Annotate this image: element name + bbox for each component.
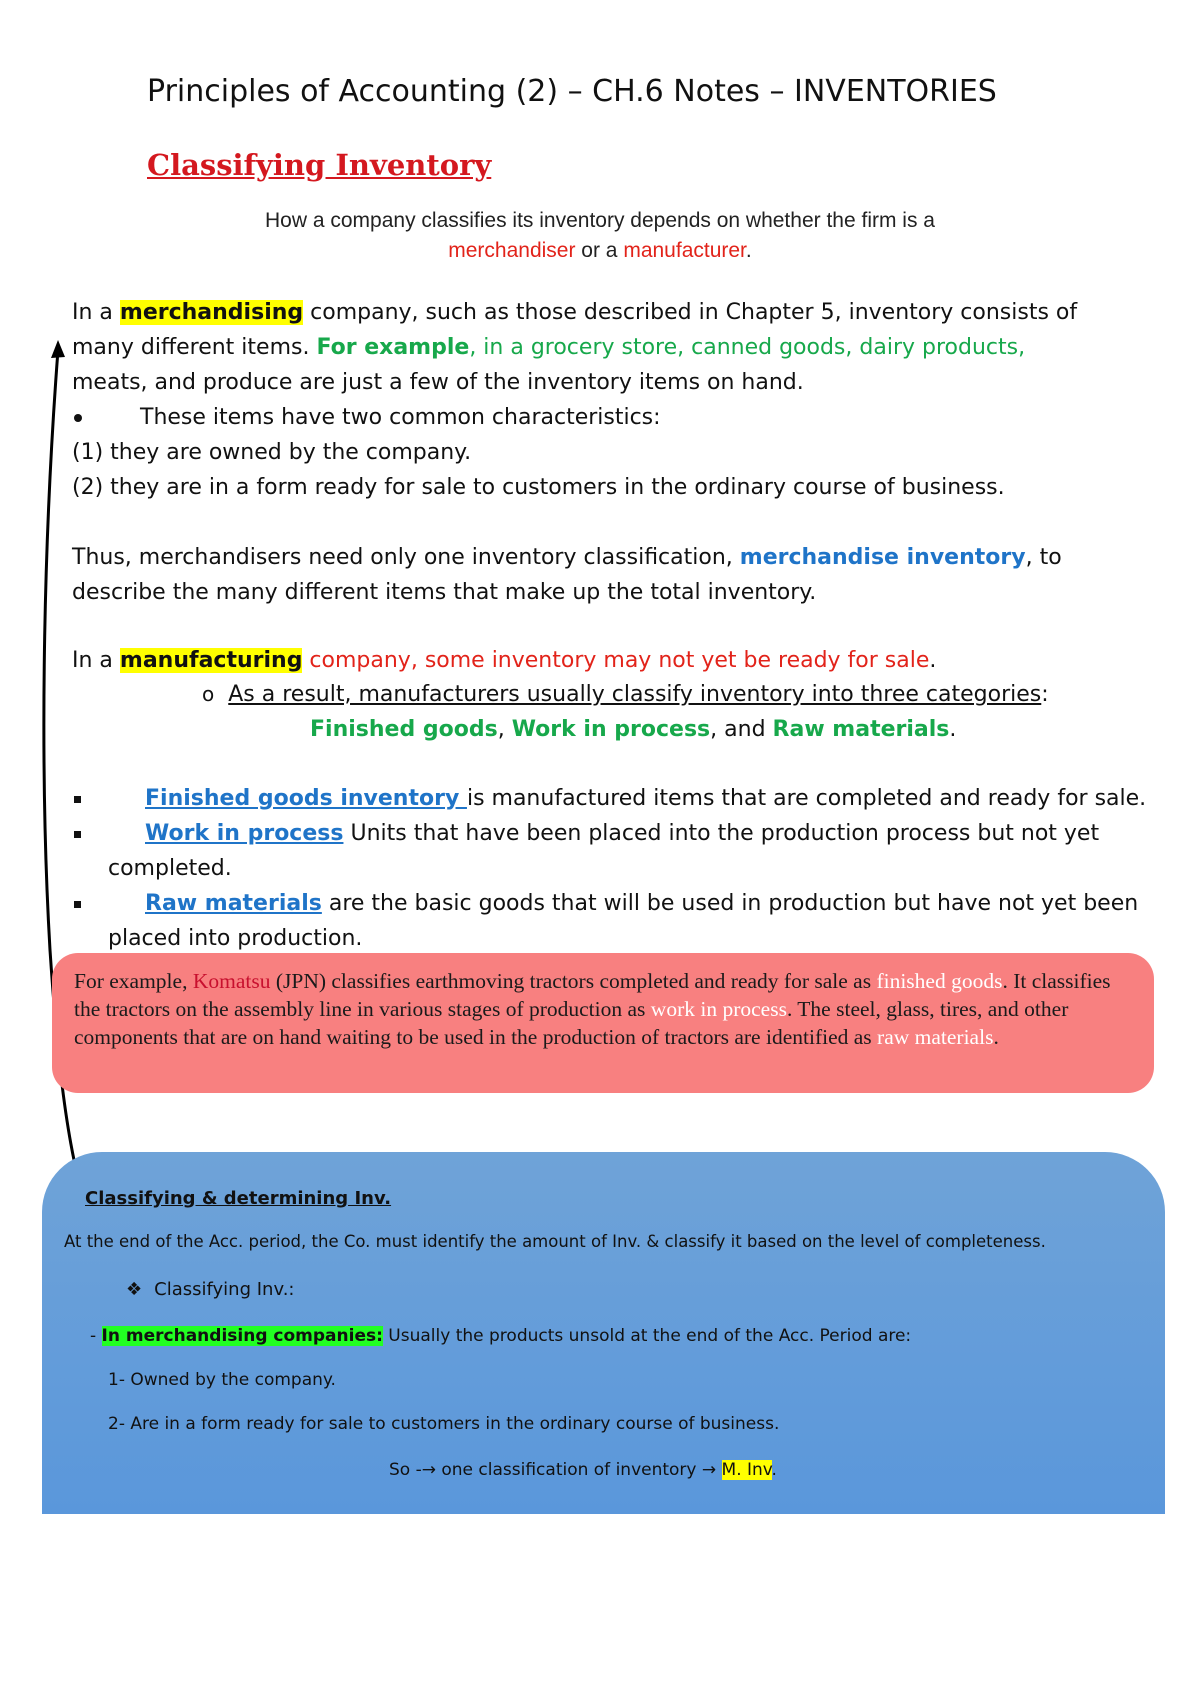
- example-callout: For example, Komatsu (JPN) classifies earthmoving tractors completed and ready for sale as finished goods. It classifies the tractors on the assembly line in various stages of production as work in process. The steel, glass, tires, and other components that are on hand waiting to be used in the production of tractors are identified as raw materials.: [52, 953, 1154, 1093]
- summary-item-1: 1- Owned by the company.: [108, 1370, 336, 1390]
- merch-bullet: These items have two common characteristics:: [72, 405, 661, 430]
- term-finished-goods: Finished goods inventory: [145, 786, 467, 811]
- term-work-in-process: Work in process: [145, 821, 344, 846]
- def-raw-materials-cont: placed into production.: [108, 926, 363, 951]
- manufacturer-term: manufacturer: [623, 239, 746, 262]
- section-title: Classifying Inventory: [147, 148, 492, 182]
- page-title: Principles of Accounting (2) – CH.6 Notes – INVENTORIES: [147, 74, 997, 109]
- intro-period: .: [745, 239, 752, 262]
- circle-bullet-icon: o: [202, 682, 215, 706]
- category-work-in-process: Work in process: [511, 717, 711, 742]
- summary-heading: Classifying & determining Inv.: [85, 1188, 392, 1209]
- bullet-dot-icon: [74, 414, 82, 422]
- merchandise-inventory-term: merchandise inventory: [739, 545, 1026, 570]
- raw-materials-term: raw materials: [877, 1025, 994, 1049]
- term-raw-materials: Raw materials: [145, 891, 322, 916]
- manu-line-1: In a manufacturing company, some inventory may not yet be ready for sale.: [72, 648, 937, 673]
- summary-conclusion: So -→ one classification of inventory → M. Inv.: [389, 1460, 777, 1480]
- def-work-in-process: Work in process Units that have been placed into the production process but not yet: [72, 821, 1099, 846]
- def-raw-materials: Raw materials are the basic goods that will be used in production but have not yet been: [72, 891, 1138, 916]
- categories-line: Finished goods, Work in process, and Raw materials.: [310, 717, 957, 742]
- for-example-label: For example: [316, 335, 470, 360]
- merchandiser-term: merchandiser: [448, 239, 576, 262]
- intro-line-1: How a company classifies its inventory depends on whether the firm is a: [265, 209, 935, 232]
- category-finished-goods: Finished goods: [310, 717, 498, 742]
- summary-merch-line: - In merchandising companies: Usually the products unsold at the end of the Acc. Period are:: [90, 1326, 912, 1346]
- characteristic-2: (2) they are in a form ready for sale to customers in the ordinary course of business.: [72, 475, 1005, 500]
- merch-line-3: meats, and produce are just a few of the inventory items on hand.: [72, 370, 804, 395]
- merch-line-1: In a merchandising company, such as those described in Chapter 5, inventory consists of: [72, 300, 1078, 325]
- thus-line-2: describe the many different items that make up the total inventory.: [72, 580, 817, 605]
- arrowhead-top: [51, 340, 65, 358]
- finished-goods-term: finished goods: [876, 969, 1003, 993]
- work-in-process-term: work in process: [650, 997, 787, 1021]
- summary-item-2: 2- Are in a form ready for sale to customers in the ordinary course of business.: [108, 1414, 780, 1434]
- m-inv-highlight: M. Inv: [721, 1460, 772, 1480]
- merchandising-highlight: merchandising: [119, 300, 304, 325]
- manu-sub-bullet: o As a result, manufacturers usually classify inventory into three categories:: [202, 682, 1049, 707]
- summary-box: [42, 1152, 1165, 1514]
- summary-line-1: At the end of the Acc. period, the Co. must identify the amount of Inv. & classify it based on the level of completeness.: [64, 1232, 1046, 1251]
- intro-or: or a: [575, 239, 624, 262]
- square-bullet-icon: [74, 831, 81, 838]
- diamond-bullet-icon: ❖: [126, 1279, 143, 1300]
- komatsu-name: Komatsu: [192, 969, 271, 993]
- square-bullet-icon: [74, 796, 81, 803]
- def-finished-goods: Finished goods inventory is manufactured items that are completed and ready for sale.: [72, 786, 1146, 811]
- thus-line-1: Thus, merchandisers need only one inventory classification, merchandise inventory, to: [72, 545, 1062, 570]
- merch-companies-highlight: In merchandising companies:: [101, 1326, 383, 1346]
- merch-line-2: many different items. For example, in a grocery store, canned goods, dairy products,: [72, 335, 1026, 360]
- characteristic-1: (1) they are owned by the company.: [72, 440, 472, 465]
- summary-subheading: ❖ Classifying Inv.:: [126, 1279, 295, 1300]
- square-bullet-icon: [74, 901, 81, 908]
- category-raw-materials: Raw materials: [772, 717, 950, 742]
- manufacturing-highlight: manufacturing: [119, 648, 303, 673]
- def-work-in-process-cont: completed.: [108, 856, 232, 881]
